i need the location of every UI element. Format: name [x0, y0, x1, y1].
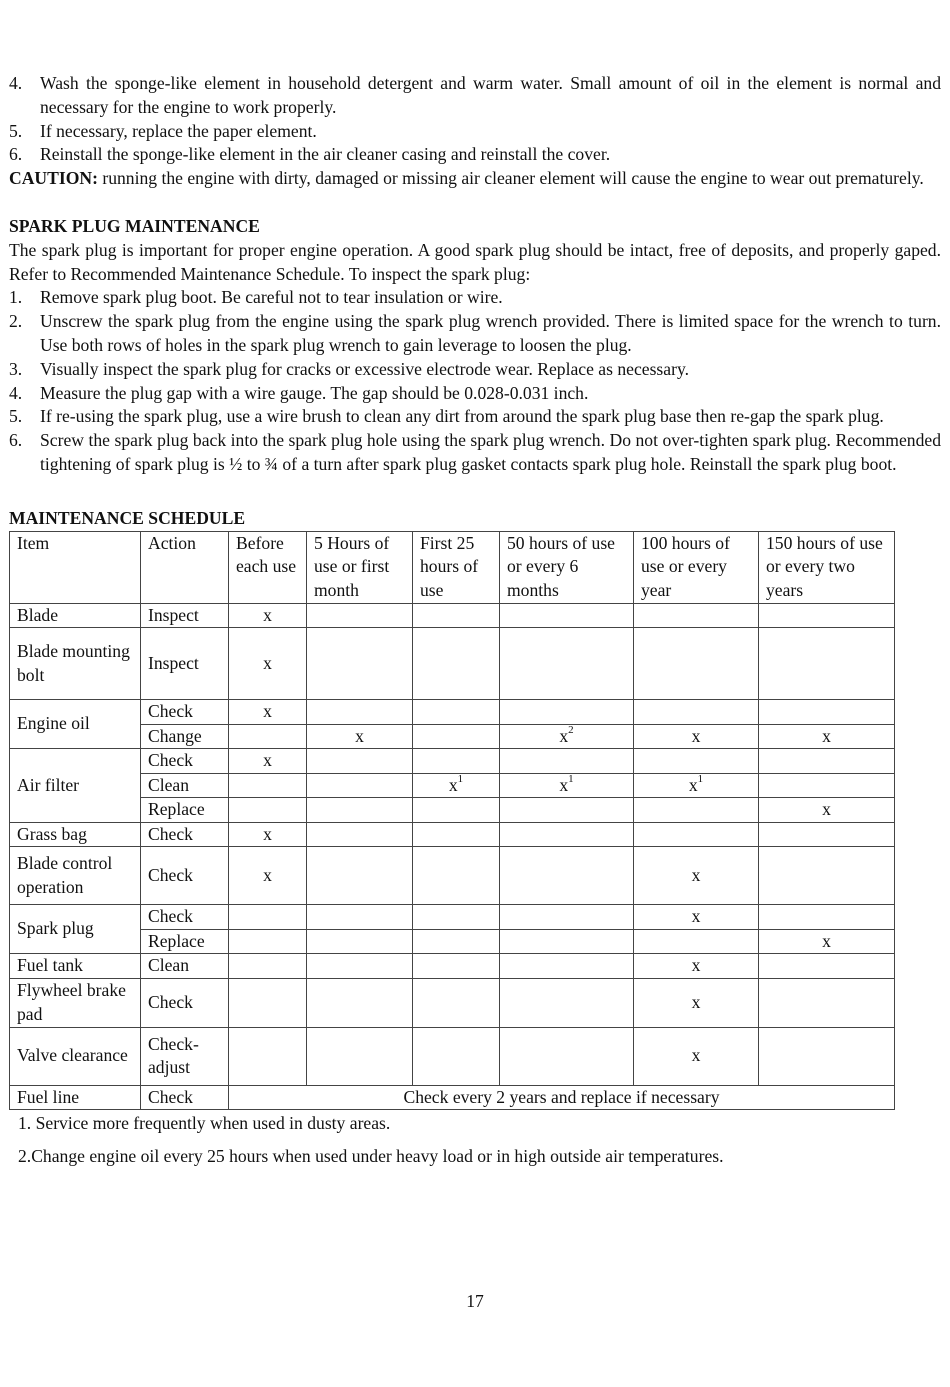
item-cell: Flywheel brake pad — [10, 978, 141, 1027]
table-row — [10, 773, 895, 798]
action-cell: Check — [141, 847, 229, 905]
mark-with-footnote: $x^2$ — [500, 724, 634, 749]
mark: x — [229, 628, 307, 700]
action-cell: Check — [141, 700, 229, 725]
list-item: 4. Wash the sponge-like element in household detergent and warm water. Small amount of oil in the element is normal and necessary for the engine to work properly. — [9, 73, 941, 117]
mark: x — [634, 905, 759, 930]
mark: x — [759, 724, 895, 749]
mark: x — [759, 929, 895, 954]
caution-text: running the engine with dirty, damaged or missing air cleaner element will cause the engine to wear out prematurely. — [97, 168, 924, 189]
item-cell: Fuel line — [10, 1085, 141, 1110]
column-header: First 25 hours of use — [413, 531, 500, 603]
action-cell: Clean — [141, 954, 229, 979]
mark: x — [634, 978, 759, 1027]
mark: x — [634, 724, 759, 749]
caution-paragraph — [9, 167, 941, 191]
mark: x — [229, 603, 307, 628]
list-item: 5. If re-using the spark plug, use a wire brush to clean any dirt from around the spark plug base then re-gap the spark plug. — [9, 406, 884, 427]
mark: x — [229, 847, 307, 905]
page-number: 17 — [466, 1291, 484, 1311]
footnote-ref: 1 — [568, 772, 574, 785]
fuel-line-note: Check every 2 years and replace if necessary — [229, 1085, 895, 1110]
item-cell: Valve clearance — [10, 1027, 141, 1085]
action-cell: Change — [141, 724, 229, 749]
mark: x — [634, 1027, 759, 1085]
column-header: 100 hours of use or every year — [634, 531, 759, 603]
mark: x — [229, 822, 307, 847]
list-item: 2. Unscrew the spark plug from the engine using the spark plug wrench provided. There is limited space for the wrench to turn. Use both rows of holes in the spark plug wrench to gain leverage to loosen the plug. — [9, 311, 941, 355]
table-row — [10, 700, 895, 725]
footnote-ref: 1 — [457, 772, 464, 785]
spark-plug-intro: The spark plug is important for proper engine operation. A good spark plug should be intact, free of deposits, and properly gaped. Refer to Recommended Maintenance Schedule. To inspect the spark plug: — [9, 239, 941, 284]
mark: x — [307, 724, 413, 749]
action-cell: Inspect — [141, 628, 229, 700]
mark-with-footnote: $x^1$ — [634, 773, 759, 798]
table-row — [10, 628, 895, 700]
list-item: 6. Reinstall the sponge-like element in the air cleaner casing and reinstall the cover. — [9, 144, 611, 165]
footnote-ref: 2 — [568, 723, 574, 736]
list-item: 6. Screw the spark plug back into the spark plug hole using the spark plug wrench. Do not over-tighten spark plug. Recommended tightening of spark plug is ½ to ¾ of a turn after spark plug gasket contacts spark plug hole. Reinstall the spark plug boot. — [9, 430, 941, 474]
item-cell: Grass bag — [10, 822, 141, 847]
mark: x — [229, 749, 307, 774]
item-cell: Engine oil — [10, 700, 141, 749]
table-header-row — [10, 531, 895, 603]
column-header: Item — [10, 531, 141, 603]
item-cell: Blade control operation — [10, 847, 141, 905]
table-row — [10, 1085, 895, 1110]
maintenance-schedule-heading: MAINTENANCE SCHEDULE — [9, 507, 246, 528]
action-cell: Check-adjust — [141, 1027, 229, 1085]
mark: x — [229, 700, 307, 725]
column-header: 50 hours of use or every 6 months — [500, 531, 634, 603]
mark: x — [634, 954, 759, 979]
column-header: 5 Hours of use or first month — [307, 531, 413, 603]
item-cell: Spark plug — [10, 905, 141, 954]
item-cell: Blade mounting bolt — [10, 628, 141, 700]
table-row — [10, 847, 895, 905]
action-cell: Check — [141, 822, 229, 847]
action-cell: Check — [141, 1085, 229, 1110]
action-cell: Replace — [141, 798, 229, 823]
list-item: 4. Measure the plug gap with a wire gauge. The gap should be 0.028-0.031 inch. — [9, 382, 589, 403]
table-row — [10, 978, 895, 1027]
mark: x — [759, 798, 895, 823]
spark-plug-heading: SPARK PLUG MAINTENANCE — [9, 215, 260, 236]
table-row — [10, 603, 895, 628]
table-row — [10, 749, 895, 774]
item-cell: Blade — [10, 603, 141, 628]
action-cell: Check — [141, 905, 229, 930]
item-cell: Fuel tank — [10, 954, 141, 979]
list-item: 1. Remove spark plug boot. Be careful not to tear insulation or wire. — [9, 287, 503, 308]
footnote: 2.Change engine oil every 25 hours when used under heavy load or in high outside air temperatures. — [18, 1146, 724, 1167]
column-header: Before each use — [229, 531, 307, 603]
list-item: 5. If necessary, replace the paper element. — [9, 120, 317, 141]
table-row — [10, 798, 895, 823]
table-row — [10, 929, 895, 954]
action-cell: Clean — [141, 773, 229, 798]
column-header: Action — [141, 531, 229, 603]
footnote-ref: 1 — [697, 772, 704, 785]
table-row — [10, 822, 895, 847]
mark: x — [634, 847, 759, 905]
air-cleaner-steps — [9, 72, 941, 167]
maintenance-schedule-table — [9, 531, 895, 1111]
document-body — [9, 72, 941, 1178]
footnotes — [9, 1112, 941, 1178]
table-row — [10, 905, 895, 930]
table-row — [10, 1027, 895, 1085]
column-header: 150 hours of use or every two years — [759, 531, 895, 603]
caution-label: CAUTION: — [9, 168, 98, 189]
footnote: 1. Service more frequently when used in dusty areas. — [18, 1113, 391, 1134]
action-cell: Check — [141, 978, 229, 1027]
mark-with-footnote: $x^1$ — [413, 773, 500, 798]
action-cell: Inspect — [141, 603, 229, 628]
action-cell: Check — [141, 749, 229, 774]
item-cell: Air filter — [10, 749, 141, 823]
list-item: 3. Visually inspect the spark plug for cracks or excessive electrode wear. Replace as necessary. — [9, 358, 689, 379]
table-row — [10, 954, 895, 979]
mark-with-footnote: $x^1$ — [500, 773, 634, 798]
spark-plug-steps — [9, 286, 941, 476]
action-cell: Replace — [141, 929, 229, 954]
table-row — [10, 724, 895, 749]
